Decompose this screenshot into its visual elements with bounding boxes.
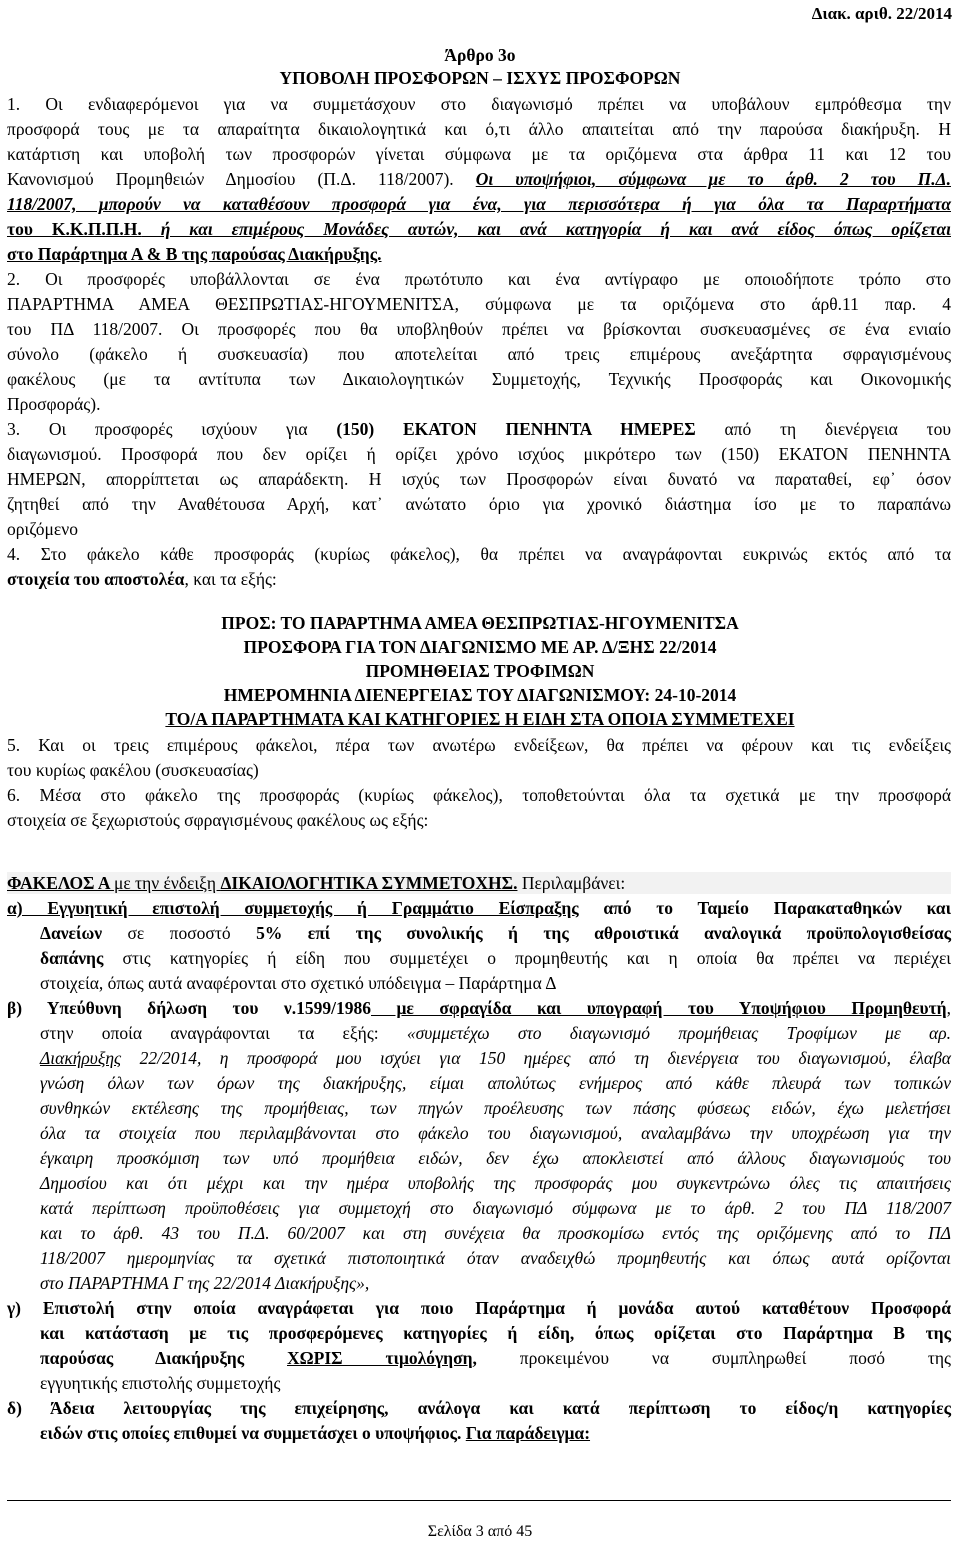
paragraph-5-line-2: του κυρίως φακέλου (συσκευασίας): [7, 760, 259, 780]
item-a-line-2: [40, 922, 951, 944]
text-run-bold: Για παράδειγμα:: [465, 1423, 591, 1443]
paragraph-2-line-4: σύνολο (φάκελο ή συσκευασία) που αποτελείται από τρεις επιμέρους ανεξάρτητα σφραγισμένους: [7, 344, 951, 364]
item-b-line-1: [7, 997, 951, 1019]
paragraph-3-line-5: οριζόμενο: [7, 519, 78, 539]
text-run-italic: «συμμετέχω στο διαγωνισμό προμήθειας Τροφίμων με αρ.: [406, 1023, 951, 1043]
paragraph-2-line-3: του ΠΔ 118/2007. Οι προσφορές που θα υποβληθούν πρέπει να βρίσκονται συσκευασμένες σε ένα ενιαίο: [7, 319, 951, 339]
text-run-bold: ΧΩΡΙΣ τιμολόγηση,: [287, 1348, 477, 1368]
footer-divider: [7, 1500, 951, 1501]
text-run: Κανονισμού Προμηθειών Δημοσίου (Π.Δ. 118/2007).: [7, 169, 476, 189]
item-b-line-12: στο ΠΑΡΑΡΤΗΜΑ Γ της 22/2014 Διακήρυξης»,: [40, 1273, 370, 1293]
envelope-offer: ΠΡΟΣΦΟΡΑ ΓΙΑ ΤΟΝ ΔΙΑΓΩΝΙΣΜΟ ΜΕ ΑΡ. Δ/ΞΗΣ 22/2014: [243, 637, 717, 657]
paragraph-6-line-1: 6. Μέσα στο φάκελο της προσφοράς (κυρίως φάκελος), τοποθετούνται όλα τα σχετικά με την προσφορά: [7, 785, 951, 805]
text-run: Περιλαμβάνει:: [517, 873, 626, 893]
item-d-line-2: [40, 1422, 951, 1444]
text-run: , και τα εξής:: [184, 569, 277, 589]
paragraph-2-line-1: 2. Οι προσφορές υποβάλλονται σε ένα πρωτότυπο και ένα αντίγραφο με οποιοδήποτε τρόπο στο: [7, 269, 951, 289]
envelope-a-heading: [7, 872, 951, 894]
item-b-line-5: συνθηκών εκτέλεσης της προμήθειας, των πηγών προέλευσης των πάσης φύσεως ειδών, έχω μελετήσει: [40, 1098, 951, 1118]
item-d-line-1: δ) Άδεια λειτουργίας της επιχείρησης, ανάλογα και κατά περίπτωση το είδος/η κατηγορίες: [7, 1398, 951, 1418]
item-c-line-2: και κατάσταση με τις προσφερόμενες κατηγορίες ή είδη, όπως ορίζεται στο Παράρτημα Β της: [40, 1323, 951, 1343]
text-run-bold: στοιχεία του αποστολέα: [7, 569, 185, 589]
envelope-supply: ΠΡΟΜΗΘΕΙΑΣ ΤΡΟΦΙΜΩΝ: [365, 661, 595, 681]
item-b-line-11: 118/2007 ημερομηνίας τα σχετικά πιστοποιητικά όταν αναδειχθώ προμηθευτής και όπως αυτά ορίζονται: [40, 1248, 951, 1268]
item-b-line-9: κατά περίπτωση προϋποθέσεις για συμμετοχή στο διαγωνισμό σύμφωνα με το άρθ. 2 του ΠΔ 118/2007: [40, 1198, 951, 1218]
text-run: σε ποσοστό: [102, 923, 257, 943]
text-run: προκειμένου να συμπληρωθεί ποσό της: [476, 1348, 951, 1368]
item-c-line-3: [40, 1347, 951, 1369]
item-c-line-1: γ) Επιστολή στην οποία αναγράφεται για ποιο Παράρτημα ή μονάδα αυτού καταθέτουν Προσφορά: [7, 1298, 951, 1318]
text-run: στις κατηγορίες ή είδη που συμμετέχει ο προμηθευτής και η οποία θα πρέπει να περιέχει: [103, 948, 951, 968]
decree-reference: Διακ. αριθ. 22/2014: [811, 4, 952, 23]
paragraph-3-line-4: ζητηθεί από την Αναθέτουσα Αρχή, κατ᾽ ανώτατο όριο για χρονικό διάστημα ίσο με το παραπάνω: [7, 494, 951, 514]
paragraph-4-line-2: [7, 568, 951, 590]
text-run-bold: από το Ταμείο Παρακαταθηκών και: [578, 898, 951, 918]
paragraph-1-line-1: 1. Οι ενδιαφερόμενοι για να συμμετάσχουν στο διαγωνισμό πρέπει να υποβάλουν εμπρόθεσμα την: [7, 94, 951, 114]
item-b-line-7: έγκαιρη προσκόμιση των υπό προμήθεια ειδών, δεν έχω αποκλειστεί από άλλους διαγωνισμούς του: [40, 1148, 951, 1168]
item-b-line-4: γνώση όλων των όρων της διακήρυξης, είμαι απολύτως ενήμερος από κάθε πλευρά των τοπικών: [40, 1073, 951, 1093]
article-title: ΥΠΟΒΟΛΗ ΠΡΟΣΦΟΡΩΝ – ΙΣΧΥΣ ΠΡΟΣΦΟΡΩΝ: [279, 68, 681, 88]
envelope-annexes: ΤΟ/Α ΠΑΡΑΡΤΗΜΑΤΑ ΚΑΙ ΚΑΤΗΓΟΡΙΕΣ Η ΕΙΔΗ ΣΤΑ ΟΠΟΙΑ ΣΥΜΜΕΤΕΧΕΙ: [165, 709, 795, 729]
text-run: στην οποία αναγράφονται τα εξής:: [40, 1023, 407, 1043]
paragraph-4-line-1: 4. Στο φάκελο κάθε προσφοράς (κυρίως φάκελος), θα πρέπει να αναγράφονται ευκρινώς εκτός από τα: [7, 544, 951, 564]
item-b-line-3: [40, 1047, 951, 1069]
envelope-a-title: ΦΑΚΕΛΟΣ Α: [7, 873, 114, 893]
text-run: ,: [946, 998, 951, 1018]
paragraph-1-line-7: στο Παράρτημα Α & Β της παρούσας Διακήρυξης.: [7, 244, 382, 264]
paragraph-3-line-2: διαγωνισμού. Προσφορά που δεν ορίζει ή ορίζει χρόνο ισχύος μικρότερο των (150) ΕΚΑΤΟΝ ΠΕΝΗΝΤΑ: [7, 444, 951, 464]
paragraph-2-line-5: φακέλους (με τα αντίτυπα των Δικαιολογητικών Συμμετοχής, Τεχνικής Προσφοράς και Οικονομικής: [7, 369, 951, 389]
text-run-bold: β) Υπεύθυνη δήλωση του ν.1599/1986: [7, 998, 371, 1018]
paragraph-1-line-5: 118/2007, μπορούν να καταθέσουν προσφορά για ένα, για περισσότερα ή για όλα τα Παραρτήματα: [7, 194, 951, 214]
text-run-bold: παρούσας Διακήρυξης: [40, 1348, 287, 1368]
item-b-line-6: όλα τα στοιχεία που περιλαμβάνονται στο φάκελο του διαγωνισμού, αναλαμβάνω την υποχρέωση για την: [40, 1123, 951, 1143]
text-run-bold: Δανείων: [40, 923, 103, 943]
page-number: Σελίδα 3 από 45: [427, 1523, 533, 1540]
text-run-bold: 5% επί της συνολικής ή της αθροιστικά αναλογικά προϋπολογισθείσας: [256, 923, 951, 943]
paragraph-6-line-2: στοιχεία σε ξεχωριστούς σφραγισμένους φακέλους ως εξής:: [7, 810, 429, 830]
item-b-line-10: και το άρθ. 43 του Π.Δ. 60/2007 και στη συνέχεια θα προσκομίσω εντός της οριζόμενης από το ΠΔ: [40, 1223, 951, 1243]
text-run-bold-italic: ή και επιμέρους Μονάδες αυτών, και ανά κατηγορία ή και ανά είδος όπως ορίζεται: [141, 219, 951, 239]
item-a-line-1: [7, 897, 951, 919]
text-run-bold: του Κ.Κ.Π.Π.Η.: [7, 219, 142, 239]
text-run-bold: α) Εγγυητική επιστολή συμμετοχής ή Γραμμάτιο Είσπραξης: [7, 898, 579, 918]
envelope-a-label: ΔΙΚΑΙΟΛΟΓΗΤΙΚΑ ΣΥΜΜΕΤΟΧΗΣ.: [220, 873, 518, 893]
article-number: Άρθρο 3ο: [444, 45, 516, 65]
paragraph-1-line-6: [7, 218, 951, 240]
text-run: με την ένδειξη: [113, 873, 221, 893]
text-run-bold: με σφραγίδα και υπογραφή του Υποψήφιου Προμηθευτή: [371, 998, 947, 1018]
envelope-date: ΗΜΕΡΟΜΗΝΙΑ ΔΙΕΝΕΡΓΕΙΑΣ ΤΟΥ ΔΙΑΓΩΝΙΣΜΟΥ: 24-10-2014: [223, 685, 737, 705]
paragraph-1-line-2: προσφορά τους με τα απαραίτητα δικαιολογητικά και ό,τι άλλο απαιτείται από την παρούσα διακήρυξη. Η: [7, 119, 951, 139]
text-run-bold: ειδών στις οποίες επιθυμεί να συμμετάσχει ο υποψήφιος.: [40, 1423, 466, 1443]
paragraph-1-line-4: [7, 168, 951, 190]
item-b-line-8: Δημοσίου και ότι μέχρι και την ημέρα υποβολής της προσφοράς μου συγκεντρώνω όλες τις απαιτήσεις: [40, 1173, 951, 1193]
text-run: 3. Οι προσφορές ισχύουν για: [7, 419, 337, 439]
item-c-line-4: εγγυητικής επιστολής συμμετοχής: [40, 1373, 281, 1393]
paragraph-2-line-2: ΠΑΡΑΡΤΗΜΑ ΑΜΕΑ ΘΕΣΠΡΩΤΙΑΣ-ΗΓΟΥΜΕΝΙΤΣΑ, σύμφωνα με τα οριζόμενα στο άρθ.11 παρ. 4: [7, 294, 951, 314]
text-run-underlined: Διακήρυξης: [40, 1048, 122, 1068]
item-a-line-3: [40, 947, 951, 969]
text-run-bold: δαπάνης: [40, 948, 104, 968]
paragraph-3-line-1: [7, 418, 951, 440]
envelope-to: ΠΡΟΣ: ΤΟ ΠΑΡΑΡΤΗΜΑ ΑΜΕΑ ΘΕΣΠΡΩΤΙΑΣ-ΗΓΟΥΜΕΝΙΤΣΑ: [221, 613, 739, 633]
text-run-bold: Οι υποψήφιοι, σύμφωνα με το άρθ. 2 του Π.Δ.: [475, 169, 951, 189]
item-a-line-4: στοιχεία, όπως αυτά αναφέρονται στο σχετικό υπόδειγμα – Παράρτημα Δ: [40, 973, 557, 993]
paragraph-1-line-3: κατάρτιση και υποβολή των προσφορών γίνεται σύμφωνα με τα οριζόμενα στα άρθρα 11 και 12 του: [7, 144, 951, 164]
paragraph-5-line-1: 5. Και οι τρεις επιμέρους φάκελοι, πέρα των ανωτέρω ενδείξεων, θα πρέπει να φέρουν και τις ενδείξεις: [7, 735, 951, 755]
text-run: 22/2014, η προσφορά μου ισχύει για 150 ημέρες από τη διενέργεια του διαγωνισμού, έλαβα: [121, 1048, 951, 1068]
text-run-bold: (150) ΕΚΑΤΟΝ ΠΕΝΗΝΤΑ ΗΜΕΡΕΣ: [336, 419, 696, 439]
text-run: από τη διενέργεια του: [695, 419, 952, 439]
item-b-line-2: [40, 1022, 951, 1044]
paragraph-3-line-3: ΗΜΕΡΩΝ, απορρίπτεται ως απαράδεκτη. Η ισχύς των Προσφορών είναι δυνατό να παραταθεί, εφ᾽ όσον: [7, 469, 951, 489]
paragraph-2-line-6: Προσφοράς).: [7, 394, 101, 414]
